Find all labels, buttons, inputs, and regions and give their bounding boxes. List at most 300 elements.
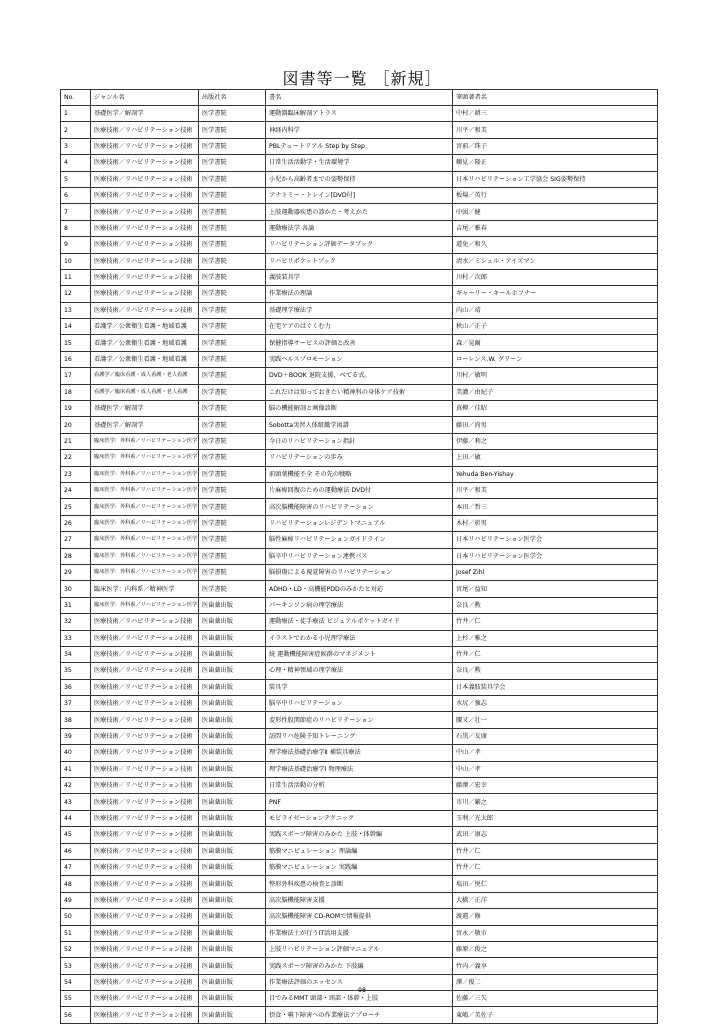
cell-no: 36 (61, 679, 91, 695)
cell-publisher: 医歯薬出版 (199, 991, 266, 1007)
cell-no: 24 (61, 482, 91, 498)
cell-no: 9 (61, 237, 91, 253)
cell-author: 藤澤／宏幸 (453, 778, 658, 794)
cell-no: 13 (61, 302, 91, 318)
cell-publisher: 医学書院 (199, 417, 266, 433)
cell-genre: 医療技術／リハビリテーション技術 (91, 138, 199, 154)
cell-no: 43 (61, 794, 91, 810)
cell-no: 46 (61, 843, 91, 859)
cell-genre: 臨床医学：外科系／リハビリテーション医学 (91, 515, 199, 531)
cell-genre: 医療技術／リハビリテーション技術 (91, 696, 199, 712)
cell-author: 腰又／壮一 (453, 712, 658, 728)
cell-no: 50 (61, 909, 91, 925)
cell-no: 38 (61, 712, 91, 728)
cell-no: 12 (61, 286, 91, 302)
cell-author: 秋山／正子 (453, 319, 658, 335)
table-row (61, 581, 658, 597)
cell-no: 48 (61, 876, 91, 892)
cell-genre: 看護学／臨床看護・成人看護・老人看護 (91, 384, 199, 400)
table-row (61, 564, 658, 580)
cell-author: 中図／健 (453, 204, 658, 220)
cell-publisher: 医学書院 (199, 564, 266, 580)
cell-no: 8 (61, 220, 91, 236)
cell-author: 真柳／佳昭 (453, 401, 658, 417)
cell-genre: 医療技術／リハビリテーション技術 (91, 155, 199, 171)
cell-publisher: 医学書院 (199, 171, 266, 187)
column-header-author: 筆頭著者名 (453, 90, 658, 106)
cell-author: 日本義肢装具学会 (453, 679, 658, 695)
cell-genre: 医療技術／リハビリテーション技術 (91, 269, 199, 285)
cell-publisher: 医歯薬出版 (199, 810, 266, 826)
cell-publisher: 医歯薬出版 (199, 761, 266, 777)
cell-title: 目でみるMMT 頭部・頸部・体幹・上肢 (266, 991, 453, 1007)
cell-author: 吉尾／雅春 (453, 220, 658, 236)
cell-no: 26 (61, 515, 91, 531)
cell-author: 大橋／正洋 (453, 892, 658, 908)
cell-publisher: 医歯薬出版 (199, 630, 266, 646)
table-row (61, 778, 658, 794)
cell-author: Josef Zihl (453, 564, 658, 580)
table-row (61, 925, 658, 941)
table-row (61, 286, 658, 302)
table-row (61, 597, 658, 613)
cell-no: 6 (61, 187, 91, 203)
cell-genre: 医療技術／リハビリテーション技術 (91, 778, 199, 794)
column-header-genre: ジャンル名 (91, 90, 199, 106)
cell-title: 脳の機能解剖と画像診断 (266, 401, 453, 417)
cell-no: 51 (61, 925, 91, 941)
cell-no: 42 (61, 778, 91, 794)
cell-author: 塩田／悦仁 (453, 876, 658, 892)
cell-title: 実践ヘルスプロモーション (266, 351, 453, 367)
cell-no: 32 (61, 614, 91, 630)
page-title: 図書等一覧 ［新規］ (282, 69, 442, 88)
cell-publisher: 医歯薬出版 (199, 794, 266, 810)
cell-genre: 医療技術／リハビリテーション技術 (91, 286, 199, 302)
cell-author: 中山／孝 (453, 745, 658, 761)
cell-title: 作業療法士が行うIT活用支援 (266, 925, 453, 941)
cell-publisher: 医歯薬出版 (199, 614, 266, 630)
table-row (61, 843, 658, 859)
cell-title: 高次脳機能障害のリハビリテーション (266, 499, 453, 515)
cell-no: 11 (61, 269, 91, 285)
cell-genre: 臨床医学：外科系／リハビリテーション医学 (91, 597, 199, 613)
cell-author: 清水／ミシェル・アイズマン (453, 253, 658, 269)
cell-title: 脳性麻痺リハビリテーションガイドライン (266, 532, 453, 548)
cell-author: 木村／彰男 (453, 515, 658, 531)
cell-title: PNF (266, 794, 453, 810)
table-row (61, 319, 658, 335)
table-row (61, 859, 658, 875)
cell-title: リハビリテーション評価データブック (266, 237, 453, 253)
table-row (61, 106, 658, 122)
cell-title: 作業療法の理論 (266, 286, 453, 302)
cell-title: 脳卒中リハビリテーション連携パス (266, 548, 453, 564)
cell-author: 内山／靖 (453, 302, 658, 318)
table-row (61, 417, 658, 433)
table-row (61, 876, 658, 892)
cell-title: 心理・精神領域の理学療法 (266, 663, 453, 679)
cell-publisher: 医学書院 (199, 220, 266, 236)
cell-genre: 医療技術／リハビリテーション技術 (91, 958, 199, 974)
table-body (61, 106, 658, 1024)
cell-title: DVD＋BOOK 退院支援、べてる式。 (266, 368, 453, 384)
cell-publisher: 医学書院 (199, 269, 266, 285)
cell-no: 5 (61, 171, 91, 187)
cell-no: 23 (61, 466, 91, 482)
table-row (61, 466, 658, 482)
cell-title: 脳卒中リハビリテーション (266, 696, 453, 712)
cell-no: 47 (61, 859, 91, 875)
cell-no: 54 (61, 974, 91, 990)
cell-genre: 臨床医学：外科系／リハビリテーション医学 (91, 450, 199, 466)
cell-genre: 医療技術／リハビリテーション技術 (91, 827, 199, 843)
table-row (61, 499, 658, 515)
cell-author: 藤田／尚男 (453, 417, 658, 433)
cell-author: 水尻／強志 (453, 696, 658, 712)
cell-genre: 医療技術／リハビリテーション技術 (91, 794, 199, 810)
cell-author: 玉利／光太郎 (453, 810, 658, 826)
cell-genre: 医療技術／リハビリテーション技術 (91, 1007, 199, 1023)
cell-author: 藤原／俊之 (453, 941, 658, 957)
cell-no: 29 (61, 564, 91, 580)
table-row (61, 368, 658, 384)
cell-publisher: 医歯薬出版 (199, 859, 266, 875)
cell-author: 森／晃爾 (453, 335, 658, 351)
cell-publisher: 医学書院 (199, 237, 266, 253)
cell-title: 運動療法学 各論 (266, 220, 453, 236)
cell-publisher: 医歯薬出版 (199, 941, 266, 957)
cell-no: 18 (61, 384, 91, 400)
cell-title: モビライゼーションテクニック (266, 810, 453, 826)
cell-title: リハビリテーションの歩み (266, 450, 453, 466)
cell-author: 宮尾／益知 (453, 581, 658, 597)
cell-title: 小児から高齢者までの姿勢保持 (266, 171, 453, 187)
cell-publisher: 医学書院 (199, 482, 266, 498)
cell-title: Sobotta実習人体組織学図譜 (266, 417, 453, 433)
cell-author: 竹井／仁 (453, 614, 658, 630)
cell-author: 宮永／敬市 (453, 925, 658, 941)
cell-author: 宮前／珠子 (453, 138, 658, 154)
cell-publisher: 医歯薬出版 (199, 892, 266, 908)
cell-title: アナトミー・トレイン[DVD付] (266, 187, 453, 203)
cell-no: 17 (61, 368, 91, 384)
cell-genre: 看護学／臨床看護・成人看護・老人看護 (91, 368, 199, 384)
cell-publisher: 医学書院 (199, 515, 266, 531)
cell-genre: 医療技術／リハビリテーション技術 (91, 630, 199, 646)
cell-title: これだけは知っておきたい精神科の身体ケア技術 (266, 384, 453, 400)
table-row (61, 171, 658, 187)
table-row (61, 122, 658, 138)
cell-publisher: 医学書院 (199, 499, 266, 515)
cell-no: 20 (61, 417, 91, 433)
cell-genre: 臨床医学：外科系／リハビリテーション医学 (91, 466, 199, 482)
cell-no: 28 (61, 548, 91, 564)
table-row (61, 761, 658, 777)
cell-genre: 医療技術／リハビリテーション技術 (91, 253, 199, 269)
cell-genre: 医療技術／リハビリテーション技術 (91, 171, 199, 187)
cell-publisher: 医歯薬出版 (199, 696, 266, 712)
cell-genre: 医療技術／リハビリテーション技術 (91, 909, 199, 925)
cell-publisher: 医学書院 (199, 187, 266, 203)
cell-no: 14 (61, 319, 91, 335)
cell-genre: 臨床医学：外科系／リハビリテーション医学 (91, 482, 199, 498)
cell-publisher: 医学書院 (199, 253, 266, 269)
cell-author: 伊藤／利之 (453, 433, 658, 449)
cell-no: 45 (61, 827, 91, 843)
cell-genre: 医療技術／リハビリテーション技術 (91, 876, 199, 892)
table-row (61, 482, 658, 498)
cell-genre: 臨床医学：外科系／リハビリテーション医学 (91, 532, 199, 548)
cell-author: 川平／和美 (453, 482, 658, 498)
table-row (61, 663, 658, 679)
table-row (61, 1007, 658, 1023)
cell-title: 基礎理学療法学 (266, 302, 453, 318)
cell-title: 摂食・嚥下障害への作業療法アプローチ (266, 1007, 453, 1023)
cell-publisher: 医学書院 (199, 581, 266, 597)
cell-publisher: 医学書院 (199, 368, 266, 384)
cell-author: 東嶋／美佐子 (453, 1007, 658, 1023)
cell-title: 脳損傷による視覚障害のリハビリテーション (266, 564, 453, 580)
cell-author: 日本リハビリテーション医学会 (453, 548, 658, 564)
cell-genre: 医療技術／リハビリテーション技術 (91, 810, 199, 826)
cell-title: 筋膜マニピュレーション 実践編 (266, 859, 453, 875)
cell-no: 44 (61, 810, 91, 826)
cell-no: 15 (61, 335, 91, 351)
cell-author: 中村／耕三 (453, 106, 658, 122)
book-list-table (60, 89, 658, 1024)
table-row (61, 827, 658, 843)
table-row (61, 614, 658, 630)
cell-no: 35 (61, 663, 91, 679)
table-row (61, 958, 658, 974)
cell-title: 運動器臨床解剖アトラス (266, 106, 453, 122)
cell-genre: 医療技術／リハビリテーション技術 (91, 892, 199, 908)
table-row (61, 892, 658, 908)
cell-genre: 医療技術／リハビリテーション技術 (91, 941, 199, 957)
cell-no: 10 (61, 253, 91, 269)
cell-author: 道免／和久 (453, 237, 658, 253)
cell-genre: 臨床医学：外科系／リハビリテーション医学 (91, 548, 199, 564)
cell-no: 19 (61, 401, 91, 417)
cell-genre: 医療技術／リハビリテーション技術 (91, 991, 199, 1007)
cell-no: 31 (61, 597, 91, 613)
cell-genre: 医療技術／リハビリテーション技術 (91, 220, 199, 236)
cell-no: 22 (61, 450, 91, 466)
table-row (61, 269, 658, 285)
cell-publisher: 医歯薬出版 (199, 745, 266, 761)
cell-no: 53 (61, 958, 91, 974)
table-row (61, 335, 658, 351)
cell-title: 上肢運動器疾患の診かた・考えかた (266, 204, 453, 220)
cell-no: 55 (61, 991, 91, 1007)
cell-genre: 基礎医学／解剖学 (91, 401, 199, 417)
column-header-publisher: 出版社名 (199, 90, 266, 106)
cell-genre: 看護学／公衆衛生看護・地域看護 (91, 319, 199, 335)
cell-no: 41 (61, 761, 91, 777)
cell-author: 上杉／雅之 (453, 630, 658, 646)
cell-author: 鶴見／隆正 (453, 155, 658, 171)
cell-publisher: 医歯薬出版 (199, 843, 266, 859)
cell-title: 保健指導サービスの評価と改善 (266, 335, 453, 351)
cell-publisher: 医歯薬出版 (199, 712, 266, 728)
cell-publisher: 医歯薬出版 (199, 597, 266, 613)
cell-genre: 看護学／公衆衛生看護・地域看護 (91, 351, 199, 367)
cell-publisher: 医歯薬出版 (199, 876, 266, 892)
cell-no: 2 (61, 122, 91, 138)
cell-author: ギャーリー・キールホフナー (453, 286, 658, 302)
table-row (61, 204, 658, 220)
table-row (61, 401, 658, 417)
table-row (61, 450, 658, 466)
page-number: 98 (358, 987, 366, 994)
table-header-row (61, 90, 658, 106)
cell-title: リハビリテーションレジデントマニュアル (266, 515, 453, 531)
cell-author: 渡邉／修 (453, 909, 658, 925)
cell-no: 21 (61, 433, 91, 449)
cell-no: 37 (61, 696, 91, 712)
cell-author: 美濃／由紀子 (453, 384, 658, 400)
cell-author: 竹井／仁 (453, 646, 658, 662)
cell-genre: 医療技術／リハビリテーション技術 (91, 712, 199, 728)
cell-genre: 医療技術／リハビリテーション技術 (91, 646, 199, 662)
cell-no: 33 (61, 630, 91, 646)
cell-title: 理学療法基礎治療学Ⅱ 補装具療法 (266, 745, 453, 761)
cell-author: 武田／康志 (453, 827, 658, 843)
cell-genre: 医療技術／リハビリテーション技術 (91, 925, 199, 941)
cell-author: 竹内／義享 (453, 958, 658, 974)
cell-genre: 医療技術／リハビリテーション技術 (91, 614, 199, 630)
cell-author: 川村／次郎 (453, 269, 658, 285)
cell-genre: 基礎医学／解剖学 (91, 417, 199, 433)
table-row (61, 253, 658, 269)
cell-publisher: 医学書院 (199, 548, 266, 564)
table-row (61, 630, 658, 646)
table-row (61, 909, 658, 925)
cell-publisher: 医学書院 (199, 138, 266, 154)
cell-publisher: 医歯薬出版 (199, 663, 266, 679)
table-row (61, 351, 658, 367)
cell-no: 56 (61, 1007, 91, 1023)
table-row (61, 646, 658, 662)
cell-title: 作業療法評価のエッセンス (266, 974, 453, 990)
column-header-title: 書名 (266, 90, 453, 106)
cell-author: 日本リハビリテーション工学協会 SIG姿勢保持 (453, 171, 658, 187)
cell-publisher: 医歯薬出版 (199, 827, 266, 843)
cell-publisher: 医学書院 (199, 532, 266, 548)
cell-title: リハビリポケットブック (266, 253, 453, 269)
table-row (61, 433, 658, 449)
cell-author: 川村／敏明 (453, 368, 658, 384)
cell-title: 片麻痺回復のための運動療法 DVD付 (266, 482, 453, 498)
cell-publisher: 医歯薬出版 (199, 974, 266, 990)
cell-no: 1 (61, 106, 91, 122)
cell-title: 高次脳機能障害 CD-ROMで情報提供 (266, 909, 453, 925)
table-row (61, 187, 658, 203)
table-row (61, 810, 658, 826)
cell-author: 奈良／勲 (453, 597, 658, 613)
table-row (61, 384, 658, 400)
table-row (61, 532, 658, 548)
table-row (61, 712, 658, 728)
cell-title: 実践スポーツ障害のみかた 下肢編 (266, 958, 453, 974)
cell-publisher: 医学書院 (199, 106, 266, 122)
cell-genre: 医療技術／リハビリテーション技術 (91, 237, 199, 253)
cell-no: 39 (61, 728, 91, 744)
table-row (61, 745, 658, 761)
table-row (61, 237, 658, 253)
cell-publisher: 医学書院 (199, 384, 266, 400)
cell-genre: 臨床医学：内科系／精神医学 (91, 581, 199, 597)
cell-no: 52 (61, 941, 91, 957)
cell-publisher: 医学書院 (199, 450, 266, 466)
cell-no: 3 (61, 138, 91, 154)
cell-genre: 臨床医学：外科系／リハビリテーション医学 (91, 433, 199, 449)
cell-author: 佐藤／三矢 (453, 991, 658, 1007)
cell-genre: 医療技術／リハビリテーション技術 (91, 974, 199, 990)
cell-author: 本田／哲三 (453, 499, 658, 515)
cell-publisher: 医歯薬出版 (199, 679, 266, 695)
cell-title: 義肢装具学 (266, 269, 453, 285)
cell-author: 竹井／仁 (453, 859, 658, 875)
cell-publisher: 医学書院 (199, 155, 266, 171)
cell-title: PBLテュートリアル Step by Step (266, 138, 453, 154)
cell-title: 今日のリハビリテーション指針 (266, 433, 453, 449)
table-row (61, 728, 658, 744)
cell-title: 上肢リハビリテーション評価マニュアル (266, 941, 453, 957)
cell-genre: 医療技術／リハビリテーション技術 (91, 187, 199, 203)
table-row (61, 515, 658, 531)
cell-publisher: 医歯薬出版 (199, 646, 266, 662)
table-row (61, 155, 658, 171)
cell-author: 澤／俊二 (453, 974, 658, 990)
cell-author: 上田／敏 (453, 450, 658, 466)
cell-genre: 医療技術／リハビリテーション技術 (91, 859, 199, 875)
cell-publisher: 医学書院 (199, 351, 266, 367)
cell-title: 日常生活活動の分析 (266, 778, 453, 794)
cell-genre: 医療技術／リハビリテーション技術 (91, 843, 199, 859)
cell-title: 神経内科学 (266, 122, 453, 138)
cell-publisher: 医学書院 (199, 319, 266, 335)
cell-author: 川平／和美 (453, 122, 658, 138)
cell-publisher: 医学書院 (199, 433, 266, 449)
cell-genre: 医療技術／リハビリテーション技術 (91, 663, 199, 679)
cell-publisher: 医歯薬出版 (199, 925, 266, 941)
cell-genre: 医療技術／リハビリテーション技術 (91, 728, 199, 744)
cell-author: Yehuda Ben-Yishay (453, 466, 658, 482)
cell-publisher: 医学書院 (199, 122, 266, 138)
cell-title: 整形外科疾患の検査と診断 (266, 876, 453, 892)
cell-publisher: 医歯薬出版 (199, 728, 266, 744)
cell-author: 石黒／友康 (453, 728, 658, 744)
table-row (61, 548, 658, 564)
table-row (61, 220, 658, 236)
cell-title: ADHD・LD・高機能PDDのみかたと対応 (266, 581, 453, 597)
cell-title: 続 運動機能障害症候群のマネジメント (266, 646, 453, 662)
column-header-no: No. (61, 90, 91, 106)
cell-no: 49 (61, 892, 91, 908)
cell-no: 30 (61, 581, 91, 597)
cell-author: 板場／英行 (453, 187, 658, 203)
cell-title: パーキンソン病の理学療法 (266, 597, 453, 613)
cell-genre: 基礎医学／解剖学 (91, 106, 199, 122)
cell-genre: 医療技術／リハビリテーション技術 (91, 679, 199, 695)
cell-publisher: 医歯薬出版 (199, 1007, 266, 1023)
cell-author: 日本リハビリテーション医学会 (453, 532, 658, 548)
cell-title: 理学療法基礎治療学Ⅰ 物理療法 (266, 761, 453, 777)
table-row (61, 696, 658, 712)
cell-genre: 医療技術／リハビリテーション技術 (91, 122, 199, 138)
